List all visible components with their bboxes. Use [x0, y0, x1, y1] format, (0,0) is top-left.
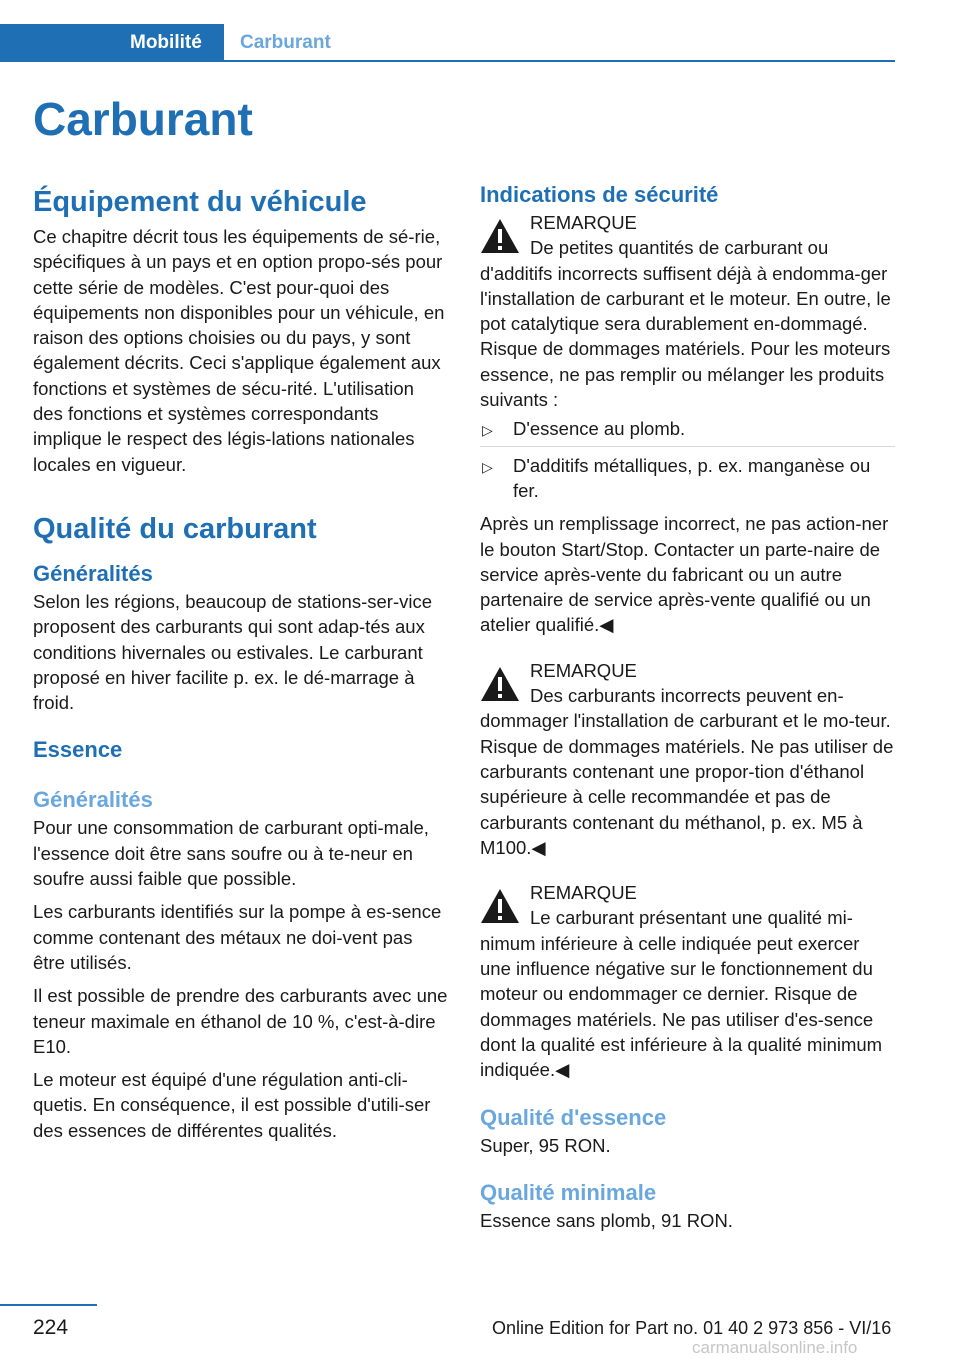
warning-label: REMARQUE [530, 659, 637, 681]
essence-general-heading: Généralités [33, 787, 153, 813]
minimum-grade-text: Essence sans plomb, 91 RON. [480, 1209, 733, 1231]
page-number: 224 [33, 1316, 69, 1339]
warning-1-after-text: Après un remplissage incorrect, ne pas action‐ner le bouton Start/Stop. Contacter un parte‐naire de service après-vente du fabricant ou un autre partenaire de service après-vente qualifié ou un atelier qualifié.◀ [480, 513, 889, 636]
warning-2-text: dommager l'installation de carburant et le mo‐teur. Risque de dommages matériels. Ne pas utiliser de carburants contenant une propor‐tion d'éthanol supérieure à celle recommandée et pas de carburants contenant du méthanol, p. ex. M5 à M100.◀ [480, 710, 894, 858]
page-title: Carburant [33, 93, 253, 145]
warning-first-line: De petites quantités de carburant ou [530, 237, 829, 259]
warning-3-text: nimum inférieure à celle indiquée peut exercer une influence négative sur le fonctionnement du moteur ou endommager ce dernier. Risque de dommages matériels. Ne pas utiliser d'es‐sence dont la qualité est inférieure à la qualité minimum indiquée.◀ [480, 932, 883, 1081]
warning-1-text: d'additifs incorrects suffisent déjà à endomma‐ger l'installation de carburant et le moteur. En outre, le pot catalytique sera durablement en‐dommagé. Risque de dommages matériels. Pour les moteurs essence, ne pas remplir ou mélanger les produits suivants : [480, 262, 891, 411]
general-heading: Généralités [33, 560, 153, 586]
equipment-heading: Équipement du véhicule [33, 186, 367, 218]
warning-block-1 [480, 210, 895, 261]
fuel-grade-text: Super, 95 RON. [480, 1134, 611, 1156]
safety-heading: Indications de sécurité [480, 182, 719, 207]
essence-paragraph-3: Il est possible de prendre des carburants avec une teneur maximale en éthanol de 10 %, c'est-à-dire E10. [33, 985, 448, 1057]
edition-note: Online Edition for Part no. 01 40 2 973 856 - VI/16 [492, 1318, 892, 1338]
essence-heading: Essence [33, 737, 123, 763]
footer-rule [0, 1304, 97, 1306]
minimum-grade-heading: Qualité minimale [480, 1179, 657, 1205]
warning-triangle-icon [480, 666, 520, 702]
breadcrumb-section[interactable]: Mobilité [0, 24, 224, 62]
essence-paragraph-4: Le moteur est équipé d'une régulation anti-cli‐quetis. En conséquence, il est possible d'utili‐ser des essences de différentes qualités. [33, 1069, 431, 1141]
bullet-list [480, 416, 895, 507]
fuel-grade-heading: Qualité d'essence [480, 1104, 667, 1130]
essence-paragraph-1: Pour une consommation de carburant opti‐male, l'essence doit être sans soufre ou à te‐neur en soufre aussi faible que possible. [33, 817, 429, 890]
list-item: ▷ D'additifs métalliques, p. ex. manganèse ou fer. [480, 446, 895, 508]
warning-first-line: Le carburant présentant une qualité mi‐ [530, 907, 853, 929]
warning-first-line: Des carburants incorrects peuvent en‐ [530, 685, 844, 707]
warning-label: REMARQUE [530, 212, 637, 233]
right-column [480, 180, 895, 1233]
list-item: ▷ D'essence au plomb. [480, 416, 895, 445]
warning-triangle-icon [480, 218, 520, 254]
triangle-right-icon: ▷ [482, 422, 493, 439]
warning-triangle-icon [480, 888, 520, 924]
left-column [33, 180, 448, 1143]
warning-label: REMARQUE [530, 882, 637, 904]
breadcrumb-page[interactable]: Carburant [240, 32, 331, 53]
essence-paragraph-2: Les carburants identifiés sur la pompe à es‐sence comme contenant des métaux ne doi‐vent pas être utilisés. [33, 901, 442, 973]
equipment-text: Ce chapitre décrit tous les équipements de sé‐rie, spécifiques à un pays et en option propo‐sés pour cette série de modèles. C'est pour‐quoi des équipements non disponibles pour un véhicule, en raison des options choisies ou du pays, y sont également décrits. Ceci s'applique également aux fonctions et systèmes de sécu‐rité. L'utilisation des fonctions et systèmes correspondants implique le respect des légis‐lations nationales locales en vigueur. [33, 226, 445, 475]
triangle-right-icon: ▷ [482, 458, 493, 475]
watermark: carmanualsonline.info [692, 1338, 858, 1357]
header-bar [0, 24, 895, 62]
general-text: Selon les régions, beaucoup de stations-ser‐vice proposent des carburants qui sont adap‐tés aux conditions hivernales ou estivales. Le carburant proposé en hiver facilite p. ex. le dé‐marrage à froid. [33, 590, 433, 714]
fuel-quality-heading: Qualité du carburant [33, 512, 317, 545]
warning-block-3 [480, 880, 895, 931]
warning-block-2 [480, 658, 895, 709]
